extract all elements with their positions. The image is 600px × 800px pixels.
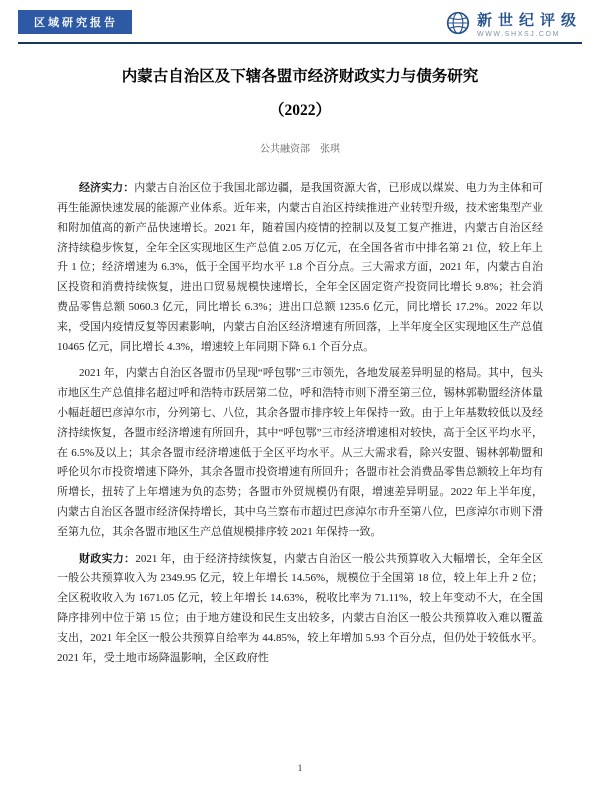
brand-text-block: [477, 13, 582, 39]
report-type-label: 区域研究报告: [34, 17, 118, 29]
brand-url: WWW.SHXSJ.COM: [476, 31, 561, 39]
brand-name: 新世纪评级: [476, 12, 582, 29]
title-line-2: （2022）: [268, 102, 331, 120]
page-number: 1: [297, 764, 303, 774]
paragraph-league-cities: [57, 364, 543, 542]
paragraph-lead-economic: 经济实力：: [79, 182, 135, 195]
header-divider: [18, 42, 582, 44]
page-footer: [0, 758, 600, 776]
byline: 公共融资部 张琪: [260, 144, 340, 156]
paragraph-fiscal-strength: [57, 550, 543, 669]
document-title: [57, 60, 543, 128]
brand-logo: [446, 11, 582, 40]
report-type-badge: [18, 10, 132, 34]
page-header: [18, 10, 582, 40]
document-content: [57, 60, 543, 675]
paragraph-text-league-cities: 2021 年，内蒙古自治区各盟市仍呈现“呼包鄂”三市领先，各地发展差异明显的格局。其中，包头市地区生产总值排名超过呼和浩特市跃居第二位，呼和浩特市则下滑至第三位，锡林郭勒盟经济体量小幅赶超巴彦淖尔市，分列第七、八位，其余各盟市排序较上年保持一致。由于上年基数较低以及经济持续恢复，各盟市经济增速有所回升，其中“呼包鄂”三市经济增速相对较快，高于全区平均水平，在 6.5%及以上；其余各盟市经济增速低于全区平均水平。从三大需求看，除兴安盟、锡林郭勒盟和呼伦贝尔市投资增速下降外，其余各盟市投资增速有所回升；各盟市社会消费品零售总额较上年均有所增长，扭转了上年增速为负的态势；各盟市外贸规模仍有限，增速差异明显。2022 年上半年度，内蒙古自治区各盟市经济保持增长，其中乌兰察布市超过巴彦淖尔市升至第八位，巴彦淖尔市则下滑至第九位，其余各盟市地区生产总值规模排序较 2021 年保持一致。: [57, 367, 543, 538]
paragraph-text-fiscal: 2021 年，由于经济持续恢复，内蒙古自治区一般公共预算收入大幅增长，全年全区一般公共预算收入为 2349.95 亿元，较上年增长 14.56%，规模位于全国第 18 位，较上年上升 2 位；全区税收收入为 1671.05 亿元，较上年增长 14.63%，税收比率为 71.11%，较上年变动不大，在全国降序排列中位于第 15 位；由于地方建设和民生支出较多，内蒙古自治区一般公共预算收入难以覆盖支出，2021 年全区一般公共预算自给率为 44.85%，较上年增加 5.93 个百分点，但仍处于较低水平。2021 年，受土地市场降温影响，全区政府性: [57, 552, 544, 664]
paragraph-economic-strength: [57, 179, 543, 357]
body-text: [57, 179, 543, 668]
globe-icon: [446, 11, 470, 40]
title-line-1: 内蒙古自治区及下辖各盟市经济财政实力与债务研究: [121, 68, 479, 85]
paragraph-lead-fiscal: 财政实力：: [79, 552, 136, 565]
paragraph-text-economic: 内蒙古自治区位于我国北部边疆，是我国资源大省，已形成以煤炭、电力为主体和可再生能源快速发展的能源产业体系。近年来，内蒙古自治区持续推进产业转型升级，技术密集型产业和附加值高的新产品快速增长。2021 年，随着国内疫情的控制以及复工复产推进，内蒙古自治区经济持续稳步恢复，全年全区实现地区生产总值 2.05 万亿元，在全国各省市中排名第 21 位，较上年上升 1 位；经济增速为 6.3%，低于全国平均水平 1.8 个百分点。三大需求方面，2021 年，内蒙古自治区投资和消费持续恢复，进出口贸易规模快速增长，全年全区固定资产投资同比增长 9.8%；社会消费品零售总额 5060.3 亿元，同比增长 6.3%；进出口总额 1235.6 亿元，同比增长 17.2%。2022 年以来，受国内疫情反复等因素影响，内蒙古自治区经济增速有所回落，上半年度全区实现地区生产总值 10465 亿元，同比增长 4.3%，增速较上年同期下降 6.1 个百分点。: [57, 182, 544, 353]
